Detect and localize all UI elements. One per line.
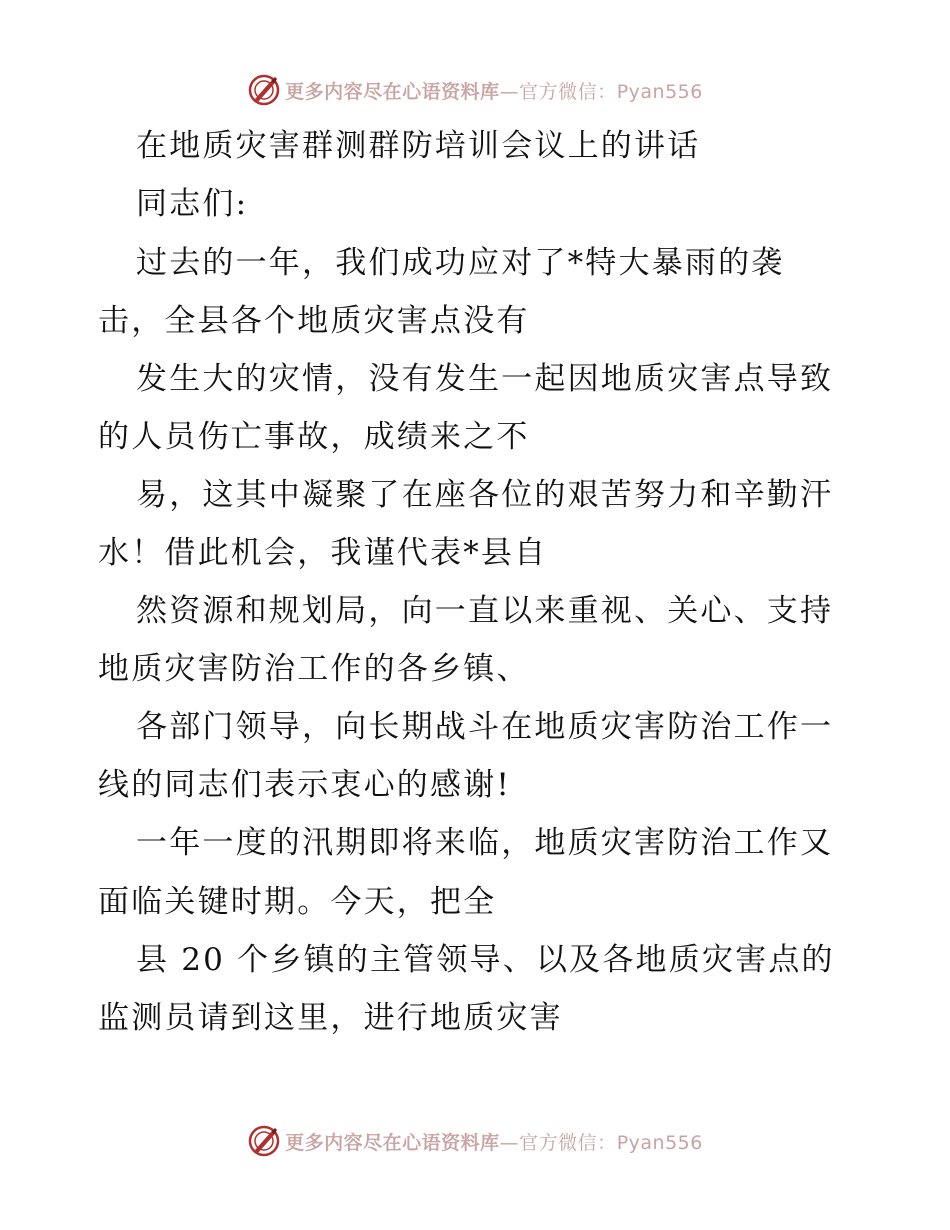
logo-icon [247, 1124, 281, 1158]
paragraph-line: 线的同志们表示衷心的感谢! [98, 767, 512, 803]
banner-main-text: 更多内容尽在心语资料库 [285, 80, 500, 103]
banner-text [285, 77, 703, 104]
paragraph-line: 然资源和规划局，向一直以来重视、关心、支持 [136, 593, 834, 629]
banner-separator: — [499, 80, 520, 103]
paragraph-line: 水！借此机会，我谨代表*县自 [98, 535, 548, 571]
paragraph-line: 监测员请到这里，进行地质灾害 [98, 1000, 563, 1036]
footer-watermark-banner [0, 1121, 950, 1161]
logo-icon [247, 73, 281, 107]
paragraph-line: 各部门领导，向长期战斗在地质灾害防治工作一 [136, 709, 834, 745]
paragraph-line: 发生大的灾情，没有发生一起因地质灾害点导致 [136, 361, 834, 397]
paragraph-line: 面临关键时期。今天，把全 [98, 884, 497, 920]
banner-wechat-id: Pyan556 [616, 80, 703, 103]
header-watermark-banner [0, 70, 950, 110]
paragraph-line: 击，全县各个地质灾害点没有 [98, 303, 530, 339]
banner-wechat-label: 官方微信： [519, 80, 617, 103]
paragraph-line: 地质灾害防治工作的各乡镇、 [98, 651, 530, 687]
banner-wechat-label: 官方微信： [519, 1131, 617, 1154]
banner-wechat-id: Pyan556 [616, 1131, 703, 1154]
banner-main-text: 更多内容尽在心语资料库 [285, 1131, 500, 1154]
paragraph-line: 过去的一年，我们成功应对了*特大暴雨的袭 [136, 245, 785, 281]
banner-separator: — [499, 1131, 520, 1154]
document-title: 在地质灾害群测群防培训会议上的讲话 [136, 128, 701, 164]
paragraph-line: 县 20 个乡镇的主管领导、以及各地质灾害点的 [136, 942, 835, 978]
paragraph-line: 一年一度的汛期即将来临，地质灾害防治工作又 [136, 825, 834, 861]
paragraph-line: 同志们: [136, 186, 249, 222]
paragraph-line: 易，这其中凝聚了在座各位的艰苦努力和辛勤汗 [136, 477, 834, 513]
paragraph-line: 的人员伤亡事故，成绩来之不 [98, 419, 530, 455]
banner-text [285, 1128, 703, 1155]
